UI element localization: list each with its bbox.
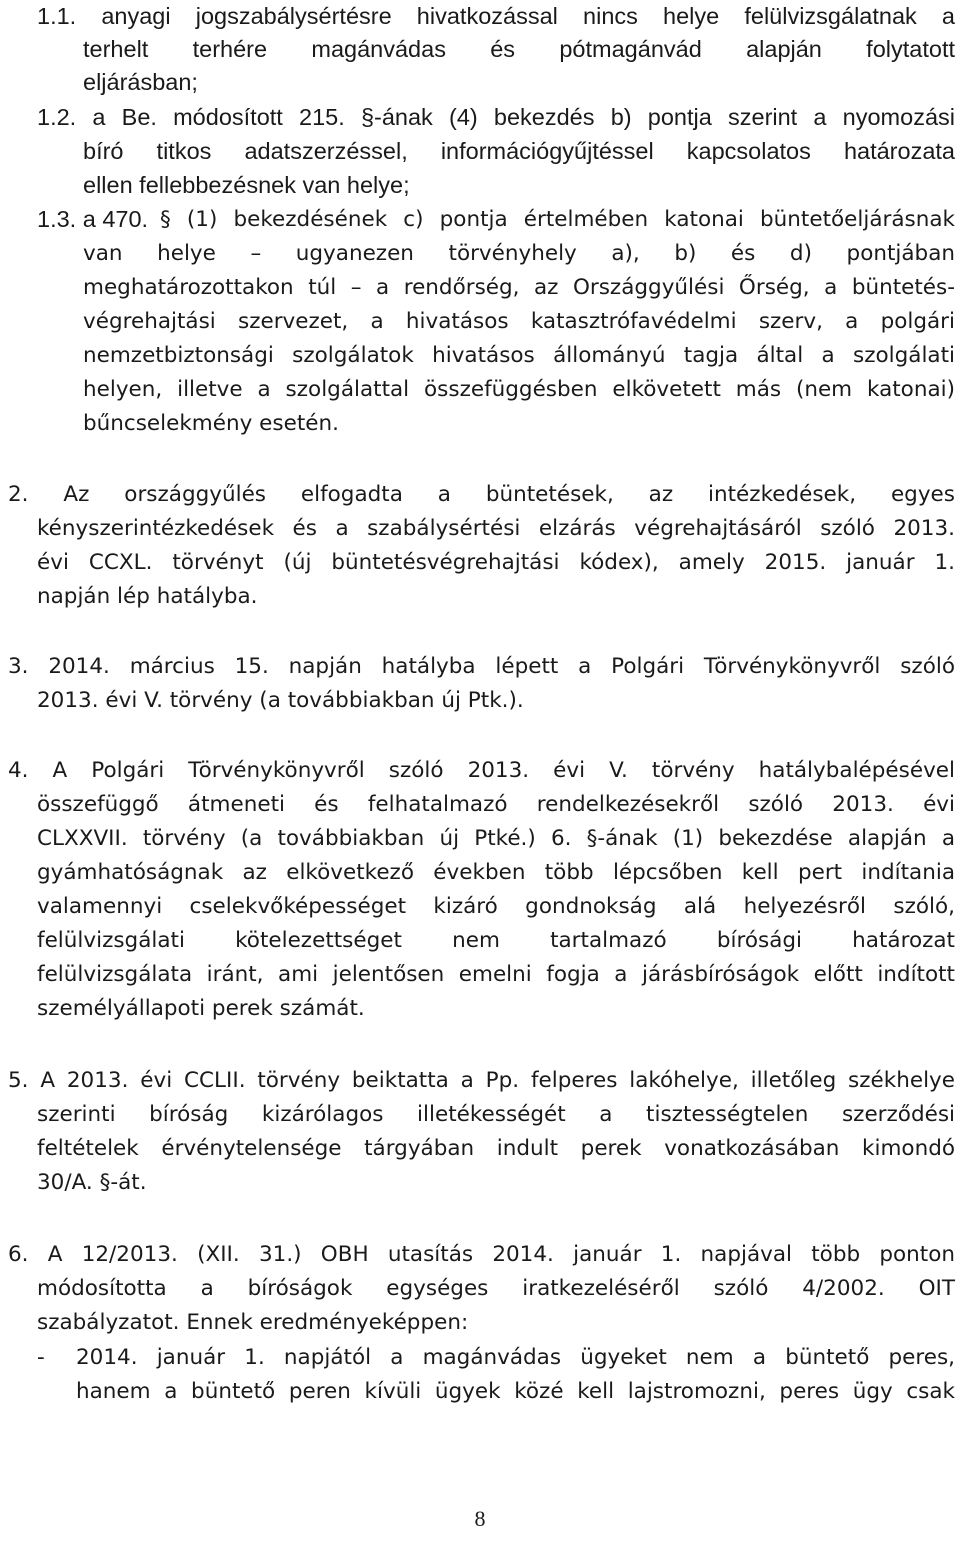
item-5-line-3: feltételek érvénytelensége tárgyában indult perek vonatkozásában kimondó bbox=[37, 1136, 955, 1161]
item-2-line-2: kényszerintézkedések és a szabálysértési elzárás végrehajtásáról szóló 2013. bbox=[37, 516, 955, 541]
item-1-1-line-1: 1.1. anyagi jogszabálysértésre hivatkozással nincs helye felülvizsgálatnak a bbox=[37, 3, 955, 29]
item-6-line-2: módosította a bíróságok egységes iratkezeléséről szóló 4/2002. OIT bbox=[37, 1276, 955, 1301]
item-6-line-1: 6. A 12/2013. (XII. 31.) OBH utasítás 2014. január 1. napjával több ponton bbox=[8, 1242, 955, 1267]
item-6-line-3: szabályzatot. Ennek eredményeképpen: bbox=[37, 1310, 469, 1335]
item-5-line-4: 30/A. §-át. bbox=[37, 1170, 147, 1195]
item-1-2-line-2: bíró titkos adatszerzéssel, információgyűjtéssel kapcsolatos határozata bbox=[83, 138, 955, 164]
bullet-1-line-2: hanem a büntető peren kívüli ügyek közé kell lajstromozni, peres ügy csak bbox=[76, 1379, 955, 1404]
bullet-dash: - bbox=[37, 1345, 45, 1370]
item-3-line-1: 3. 2014. március 15. napján hatályba lépett a Polgári Törvénykönyvről szóló bbox=[8, 654, 955, 679]
item-1-3-line-4: végrehajtási szervezet, a hivatásos katasztrófavédelmi szerv, a polgári bbox=[83, 309, 955, 334]
item-3-line-2: 2013. évi V. törvény (a továbbiakban új Ptk.). bbox=[37, 688, 524, 713]
item-2-line-1: 2. Az országgyűlés elfogadta a büntetések, az intézkedések, egyes bbox=[8, 482, 955, 507]
item-1-3-line-3: meghatározottakon túl – a rendőrség, az Országgyűlési Őrség, a büntetés- bbox=[83, 275, 955, 300]
item-4-line-8: személyállapoti perek számát. bbox=[37, 996, 365, 1021]
item-4-line-3: CLXXVII. törvény (a továbbiakban új Ptké.) 6. §-ának (1) bekezdése alapján a bbox=[37, 826, 955, 851]
item-4-line-7: felülvizsgálata iránt, ami jelentősen emelni fogja a járásbíróságok előtt indított bbox=[37, 962, 955, 987]
item-2-line-4: napján lép hatályba. bbox=[37, 584, 258, 609]
item-4-line-5: valamennyi cselekvőképességet kizáró gondnokság alá helyezésről szóló, bbox=[37, 894, 955, 919]
item-1-3-line-2: van helye – ugyanezen törvényhely a), b) és d) pontjában bbox=[83, 241, 955, 266]
item-1-3-line-5: nemzetbiztonsági szolgálatok hivatásos állományú tagja által a szolgálati bbox=[83, 343, 955, 368]
page-number: 8 bbox=[474, 1506, 486, 1531]
item-1-1-line-3: eljárásban; bbox=[83, 69, 198, 95]
item-4-line-4: gyámhatóságnak az elkövetkező években több lépcsőben kell pert indítania bbox=[37, 860, 955, 885]
item-5-line-2: szerinti bíróság kizárólagos illetékességét a tisztességtelen szerződési bbox=[37, 1102, 955, 1127]
item-1-3-line-7: bűncselekmény esetén. bbox=[83, 411, 339, 436]
item-4-line-1: 4. A Polgári Törvénykönyvről szóló 2013. évi V. törvény hatálybalépésével bbox=[8, 758, 955, 783]
item-1-3-line-1: § (1) bekezdésének c) pontja értelmében katonai büntetőeljárásnak bbox=[160, 207, 955, 232]
item-2-line-3: évi CCXL. törvényt (új büntetésvégrehajtási kódex), amely 2015. január 1. bbox=[37, 550, 955, 575]
item-1-1-line-2: terhelt terhére magánvádas és pótmagánvád alapján folytatott bbox=[83, 36, 955, 62]
item-1-2-line-1: 1.2. a Be. módosított 215. §-ának (4) bekezdés b) pontja szerint a nyomozási bbox=[37, 104, 955, 130]
item-1-3-line-6: helyen, illetve a szolgálattal összefüggésben elkövetett más (nem katonai) bbox=[83, 377, 955, 402]
item-4-line-6: felülvizsgálati kötelezettséget nem tartalmazó bírósági határozat bbox=[37, 928, 955, 953]
item-4-line-2: összefüggő átmeneti és felhatalmazó rendelkezésekről szóló 2013. évi bbox=[37, 792, 955, 817]
item-1-2-line-3: ellen fellebbezésnek van helye; bbox=[83, 172, 410, 198]
item-1-3-number: 1.3. a 470. bbox=[37, 206, 149, 232]
item-5-line-1: 5. A 2013. évi CCLII. törvény beiktatta a Pp. felperes lakóhelye, illetőleg székhelye bbox=[8, 1068, 955, 1093]
bullet-1-line-1: 2014. január 1. napjától a magánvádas ügyeket nem a büntető peres, bbox=[76, 1345, 955, 1370]
